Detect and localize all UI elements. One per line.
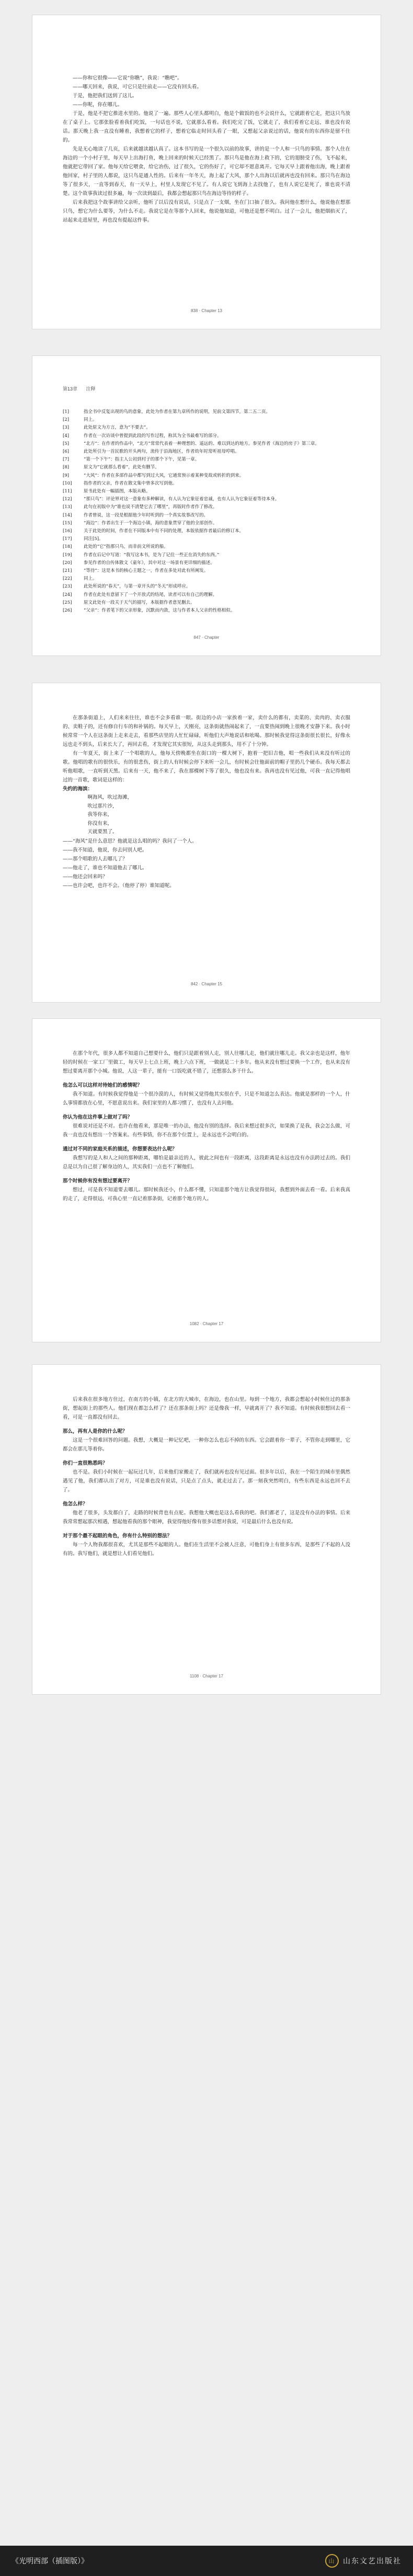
dialogue-line: ——“海风”是什么意思？他就是这么唱的吗？我问了一个人。 xyxy=(63,838,197,844)
note-text: 原文为“它就那么看着”，此处有删节。 xyxy=(84,465,159,470)
note-text: 此句在初版中为“谁也说不清楚它去了哪里”，再版时作者作了修改。 xyxy=(84,504,217,510)
book-footer-bar xyxy=(0,2546,413,2576)
note-number: [6] xyxy=(63,449,70,455)
note-item xyxy=(63,503,350,511)
interview-answer: 也不是。我们小时候在一起玩过几年，后来他们家搬走了，我们就再也没有见过面。很多年以后，我在一个陌生的城市里偶然遇见了他，我们都认出了对方，可是谁也没有说话，只是点了点头，就走过去了。那一刻我突然明白，有些东西是永远也回不去了。 xyxy=(63,1469,350,1493)
publisher-logo xyxy=(325,2554,401,2568)
chapter-heading xyxy=(63,385,103,392)
note-number: [10] xyxy=(63,480,72,486)
lyric-line: 你没有来， xyxy=(87,820,113,826)
note-text: 作者在一次访谈中曾提到此段的写作过程，称其为全书最难写的部分。 xyxy=(84,433,222,439)
lyric-line: 我等你来， xyxy=(87,812,113,818)
page-text-block xyxy=(63,1395,350,1422)
note-item xyxy=(63,432,350,440)
interview-answer: 我想写的是人和人之间的那种距离，哪怕是最亲近的人，彼此之间也有一段距离，这段距离是永远也没有办法跨过去的。我们总是以为自己很了解身边的人，其实我们一点也不了解他们。 xyxy=(63,1155,350,1170)
note-text: 原文此处有一段关于天气的描写，本版据作者意见删去。 xyxy=(84,600,195,605)
publisher-seal-icon: 山 xyxy=(325,2554,339,2568)
note-item xyxy=(63,424,350,432)
body-paragraph: 先是无心地读了几页，后来就越读越认真了。这本书写的是一个很久以前的故事，讲的是一个人和一只鸟的事情。那个人住在海边的一个小村子里，每天早上出海打鱼，晚上回来的时候天已经黑了。那只鸟是他在海上救下的，它的翅膀受了伤，飞不起来，他就把它带回了家。他每天给它喂食，给它治伤，过了很久，它的伤好了，可它却不愿意离开。它每天早上跟着他出海，晚上跟着他回家，村子里的人都说，这只鸟是通人性的。后来有一年冬天，海上起了大风，那个人出海以后就再也没有回来。那只鸟在海边等了很多天，一直等到春天，有一天早上，村里人发现它不见了。有人说它飞到海上去找他了，也有人说它是死了，谁也说不清楚。这个故事我读过很多遍，每一次读到最后，我都会想起那只鸟在海边等待的样子。 xyxy=(63,146,350,197)
body-paragraph: 后来我在很多地方住过，在南方的小镇，在北方的大城市，在海边，也在山里。每到一个地方，我都会想起小时候住过的那条街，想起街上的那些人。他们现在都怎么样了？还在那条街上吗？还是像我一样，早就离开了？我不知道。有时候我很想回去看一看，可是一直都没有回去。 xyxy=(63,1397,350,1420)
body-paragraph: ——哪天回来，我说，可它只是往前走——它没有回头看。 xyxy=(73,84,202,90)
note-number: [23] xyxy=(63,584,72,590)
note-text: 此处原文为方言，意为“不要去”。 xyxy=(84,425,151,431)
note-item xyxy=(63,591,350,599)
book-page xyxy=(32,15,381,329)
note-number: [15] xyxy=(63,520,72,526)
note-number: [14] xyxy=(63,512,72,518)
note-text: “海边”：作者出生于一个海边小镇，海的意象贯穿了他的全部创作。 xyxy=(84,520,217,526)
note-number: [8] xyxy=(63,465,70,470)
note-number: [26] xyxy=(63,608,72,614)
body-paragraph: 后来我把这个故事讲给父亲听，他听了以后没有说话，只是点了一支烟，坐在门口抽了很久。我问他在想什么，他说他在想那只鸟，想它为什么要等，为什么不走。我说它是在等那个人回来，他说他知道，可他还是想不明白。过了一会儿，他把烟掐灭了，站起来走进屋里，再也没有提起这件事。 xyxy=(63,200,350,223)
interview-question: 他怎么样？ xyxy=(63,1501,88,1507)
note-text: 此处所说的“春天”，与第一章开头的“冬天”形成呼应。 xyxy=(84,584,191,590)
note-item xyxy=(63,416,350,424)
note-number: [19] xyxy=(63,552,72,558)
lyrics xyxy=(63,794,350,837)
body-paragraph: 在那个年代，很多人都不知道自己想要什么，他们只是跟着别人走，别人往哪儿走，他们就往哪儿走。我父亲也是这样，他年轻的时候在一家工厂里做工，每天早上七点上班，晚上六点下班，一做就是二十多年。他从来没有想过要换一个工作，也从来没有想过要离开那个小城。他说，人这一辈子，能有一口饭吃就不错了，还想那么多干什么。 xyxy=(63,1051,350,1074)
note-number: [5] xyxy=(63,441,70,446)
note-number: [4] xyxy=(63,433,70,439)
note-number: [12] xyxy=(63,497,72,502)
note-text: “第一个下午”：指主人公初到村子的那个下午，见第一章。 xyxy=(84,457,200,463)
note-text: 关于此处的时间，作者在不同版本中有不同的处理，本版依据作者最后的修订本。 xyxy=(84,528,244,534)
note-number: [2] xyxy=(63,417,70,423)
lyric-title: 失约的海滨： xyxy=(63,786,93,792)
note-item xyxy=(63,535,350,543)
note-item xyxy=(63,440,350,448)
note-number: [1] xyxy=(63,409,70,415)
page-folio: 847 · Chapter xyxy=(193,635,220,640)
note-item xyxy=(63,599,350,607)
book-page xyxy=(32,1364,381,1695)
note-item xyxy=(63,567,350,575)
note-number: [25] xyxy=(63,600,72,605)
body-paragraph: 在那条街道上，人们来来往往，谁也不会多看谁一眼。街边的小店一家挨着一家，卖什么的都有，卖菜的、卖肉的、卖衣服的、卖鞋子的，还有修自行车的和补锅的。每天早上，天刚亮，这条街就热闹起来了，一直要热闹到晚上很晚才安静下来。我小时候常常一个人在这条街上走来走去，看那些店里的人忙忙碌碌，听他们大声地说话和吆喝。那时候我觉得这条街很长很长，好像永远也走不到头，后来长大了，再回去看，才发现它其实很短，从这头走到那头，用不了十分钟。 xyxy=(63,715,350,748)
note-item xyxy=(63,408,350,416)
note-text: “大风”：作者在多部作品中都写到过大风，它通常预示着某种变故或转折的到来。 xyxy=(84,473,244,478)
page-text-block xyxy=(63,1049,350,1076)
note-text: “等待”：这是本书的核心主题之一，作者在多处对此有所阐发。 xyxy=(84,568,209,574)
note-item xyxy=(63,512,350,520)
note-text: 作者曾说，这一段是根据他少年时听到的一个真实故事改写的。 xyxy=(84,512,209,518)
interview-answer: 这是一个很难回答的问题。我想，大概是一种记忆吧，一种你怎么也忘不掉的东西。它会跟着你一辈子，不管你走到哪里，它都会在那儿等着你。 xyxy=(63,1438,350,1452)
lyric-line: 吹过那片沙， xyxy=(87,803,118,809)
note-text: “那只鸟”：评论界对这一意象有多种解读，有人认为它象征着忠诚，也有人认为它象征着等待本身。 xyxy=(84,497,280,502)
note-item xyxy=(63,520,350,527)
note-item xyxy=(63,575,350,583)
note-item xyxy=(63,448,350,456)
note-item xyxy=(63,472,350,480)
note-text: 作者在后记中写道：“我写这本书，是为了记住一些正在消失的东西。” xyxy=(84,552,220,558)
page-folio: 1108 · Chapter 17 xyxy=(190,1674,223,1678)
note-number: [11] xyxy=(63,489,72,494)
dialogue-line: ——他走了，谁也不知道他去了哪儿。 xyxy=(63,865,147,871)
interview-question: 那么，再有人是你的什么呢？ xyxy=(63,1429,128,1434)
note-item xyxy=(63,543,350,551)
note-text: 此处的“它”指那只鸟，而非前文所说的船。 xyxy=(84,544,168,550)
page-folio: 838 · Chapter 13 xyxy=(190,308,223,313)
page-text-block xyxy=(63,714,350,785)
note-text: 作者在此处有意留下了一个开放式的结尾，读者可以有自己的理解。 xyxy=(84,592,217,597)
note-text: “父亲”：作者笔下的父亲形象，沉默而内敛，这与作者本人父亲的性格相似。 xyxy=(84,608,235,614)
lyric-line: 啊海风，吹过海滩， xyxy=(87,795,133,800)
note-number: [16] xyxy=(63,528,72,534)
note-item xyxy=(63,464,350,472)
chapter-section: 注释 xyxy=(86,386,96,392)
note-text: 原书此处有一幅插图，本版从略。 xyxy=(84,489,151,494)
interview-question: 通过对不同的家庭关系的描述，你想要表达什么呢？ xyxy=(63,1146,177,1152)
note-number: [17] xyxy=(63,536,72,542)
note-item xyxy=(63,456,350,464)
body-paragraph: 于是，他把我们送到了这儿。 xyxy=(73,93,137,99)
interview-answer: 我不知道。有时候我觉得他是一个很冷漠的人，有时候又觉得他其实很在乎，只是不知道怎么表达。他就是那样的一个人，什么事情都放在心里，不愿意说出来。我们家里的人都习惯了，也没有人去问他。 xyxy=(63,1091,350,1106)
note-item xyxy=(63,480,350,488)
interview-answer: 他老了很多，头发都白了，走路的时候背也有点驼。我想他大概也是这么看我的吧。我们都老了，这是没有办法的事情。后来我常常想起那次相遇，想起他看我的那个眼神，我觉得他好像有很多话想对我说，可是最后什么也没有说。 xyxy=(63,1510,350,1525)
note-number: [21] xyxy=(63,568,72,574)
body-paragraph: 有一年夏天，街上来了一个唱歌的人，他每天傍晚都坐在街口的一棵大树下，抱着一把旧吉他，唱一些我们从来没有听过的歌。他唱的歌有的很快乐，有的很悲伤，街上的人有时候会停下来听一会儿，有时候会往他面前的帽子里扔几个硬币。我每天都去听他唱歌，一直听到天黑。后来有一天，他不来了，我在那棵树下等了很久，他也没有来。我再也没有见过他，可我一直记得他唱过的一首歌，歌词是这样的： xyxy=(63,751,350,783)
dialogue xyxy=(63,837,350,890)
note-text: 此处所引为一首民歌的开头两句，流传于沿海地区，作者幼年时常听祖母哼唱。 xyxy=(84,449,239,455)
note-number: [3] xyxy=(63,425,70,431)
book-page xyxy=(32,355,381,656)
qa-block xyxy=(63,1081,350,1203)
interview-question: 你认为他在这件事上做对了吗？ xyxy=(63,1114,133,1120)
page-folio: 1082 · Chapter 17 xyxy=(189,1321,224,1326)
note-number: [20] xyxy=(63,560,72,566)
qa-block xyxy=(63,1427,350,1558)
note-item xyxy=(63,607,350,615)
book-title: 《光明西部（插图版）》 xyxy=(12,2557,88,2565)
note-item xyxy=(63,559,350,567)
note-item xyxy=(63,496,350,503)
note-number: [9] xyxy=(63,473,70,478)
interview-question: 你们一直很熟悉吗？ xyxy=(63,1460,108,1466)
note-number: [18] xyxy=(63,544,72,550)
dialogue-line: ——也许会吧，也许不会。（他停了停）谁知道呢。 xyxy=(63,882,175,889)
note-number: [24] xyxy=(63,592,72,597)
note-item xyxy=(63,527,350,535)
body-paragraph: ——你呢，你在哪儿。 xyxy=(73,102,123,108)
interview-question: 他怎么可以这样对待她们的感情呢？ xyxy=(63,1083,143,1088)
notes-list xyxy=(63,408,350,615)
note-text: “北方”：在作者的作品中，“北方”常常代表着一种理想的、遥远的、难以到达的地方。参见作者《海边的房子》第三章。 xyxy=(84,441,319,446)
interview-question: 对于那个最不起眼的角色，你有什么特别的想法？ xyxy=(63,1533,173,1539)
book-page xyxy=(32,683,381,1003)
page-text-block xyxy=(63,74,350,329)
body-paragraph: ——你和它很像——它说“你瞧”，我说：“瞧吧”。 xyxy=(73,75,182,81)
note-item xyxy=(63,583,350,591)
note-text: 同上。 xyxy=(84,576,97,582)
note-item xyxy=(63,488,350,496)
note-number: [13] xyxy=(63,504,72,510)
note-number: [22] xyxy=(63,576,72,582)
note-number: [7] xyxy=(63,457,70,463)
note-text: 同注[5]。 xyxy=(84,536,104,542)
interview-answer: 每一个人物我都很喜欢，尤其是那些不起眼的人。他们在生活里不会被人注意，可他们身上有很多东西，是那些了不起的人没有的。我写他们，就是想让人们看见他们。 xyxy=(63,1542,350,1557)
note-item xyxy=(63,551,350,559)
lyric-line: 天就要黑了。 xyxy=(87,829,118,835)
chapter-number: 第13章 xyxy=(63,386,78,392)
interview-answer: 很难说对还是不对。也许在他看来，那是唯一的办法，他没有别的选择。我后来想过很多次，如果换了是我，我会怎么做，可我一直也没有想出一个答案来。有些事情，你不在那个位置上，是永远也不会明白的。 xyxy=(63,1123,350,1138)
publisher-name: 山东文艺出版社 xyxy=(343,2557,401,2566)
note-text: 指作者的父亲，作者在散文集中曾多次写到他。 xyxy=(84,480,177,486)
note-text: 指全书中反复出现的鸟的意象，此处为作者在第九章所作的说明，见前文第四节，第二五二页。 xyxy=(84,409,271,415)
dialogue-line: ——他还会回来吗？ xyxy=(63,873,108,880)
dialogue-line: ——那个唱歌的人去哪儿了？ xyxy=(63,856,128,862)
dialogue-line: ——我不知道，他说，你去问别人吧。 xyxy=(63,847,147,853)
interview-answer: 想过，可是我不知道要去哪儿。那时候我还小，什么都不懂，只知道那个地方让我觉得很闷，我想到外面去看一看。后来我真的走了，走得很远，可我心里一直记着那条街，记着那个地方的人。 xyxy=(63,1187,350,1202)
page-folio: 842 · Chapter 15 xyxy=(190,982,223,986)
interview-question: 那个时候你有没有想过要离开？ xyxy=(63,1178,133,1184)
note-text: 同上。 xyxy=(84,417,97,423)
note-text: 参见作者的自传体散文《童年》，其中对这一场景有更详细的描述。 xyxy=(84,560,215,566)
book-page xyxy=(32,1018,381,1342)
body-paragraph: 于是，他是不把它推进水里的。他说了一遍。那些人心里头都明白，他是个做饭的也不会说什么，它就跟着它走，把这只鸟放在了桌子上。它那张脸看着我们吃饭，一句话也不说，它就那么看着。我们吃完了饭，它就走了，我们看着它走远，谁也没有说话。那天晚上我一直没有睡着，我想着它的样子，想着它临走时回头看了一眼，又想起父亲说过的话，他说有的东西你是留不住的。 xyxy=(63,111,350,143)
